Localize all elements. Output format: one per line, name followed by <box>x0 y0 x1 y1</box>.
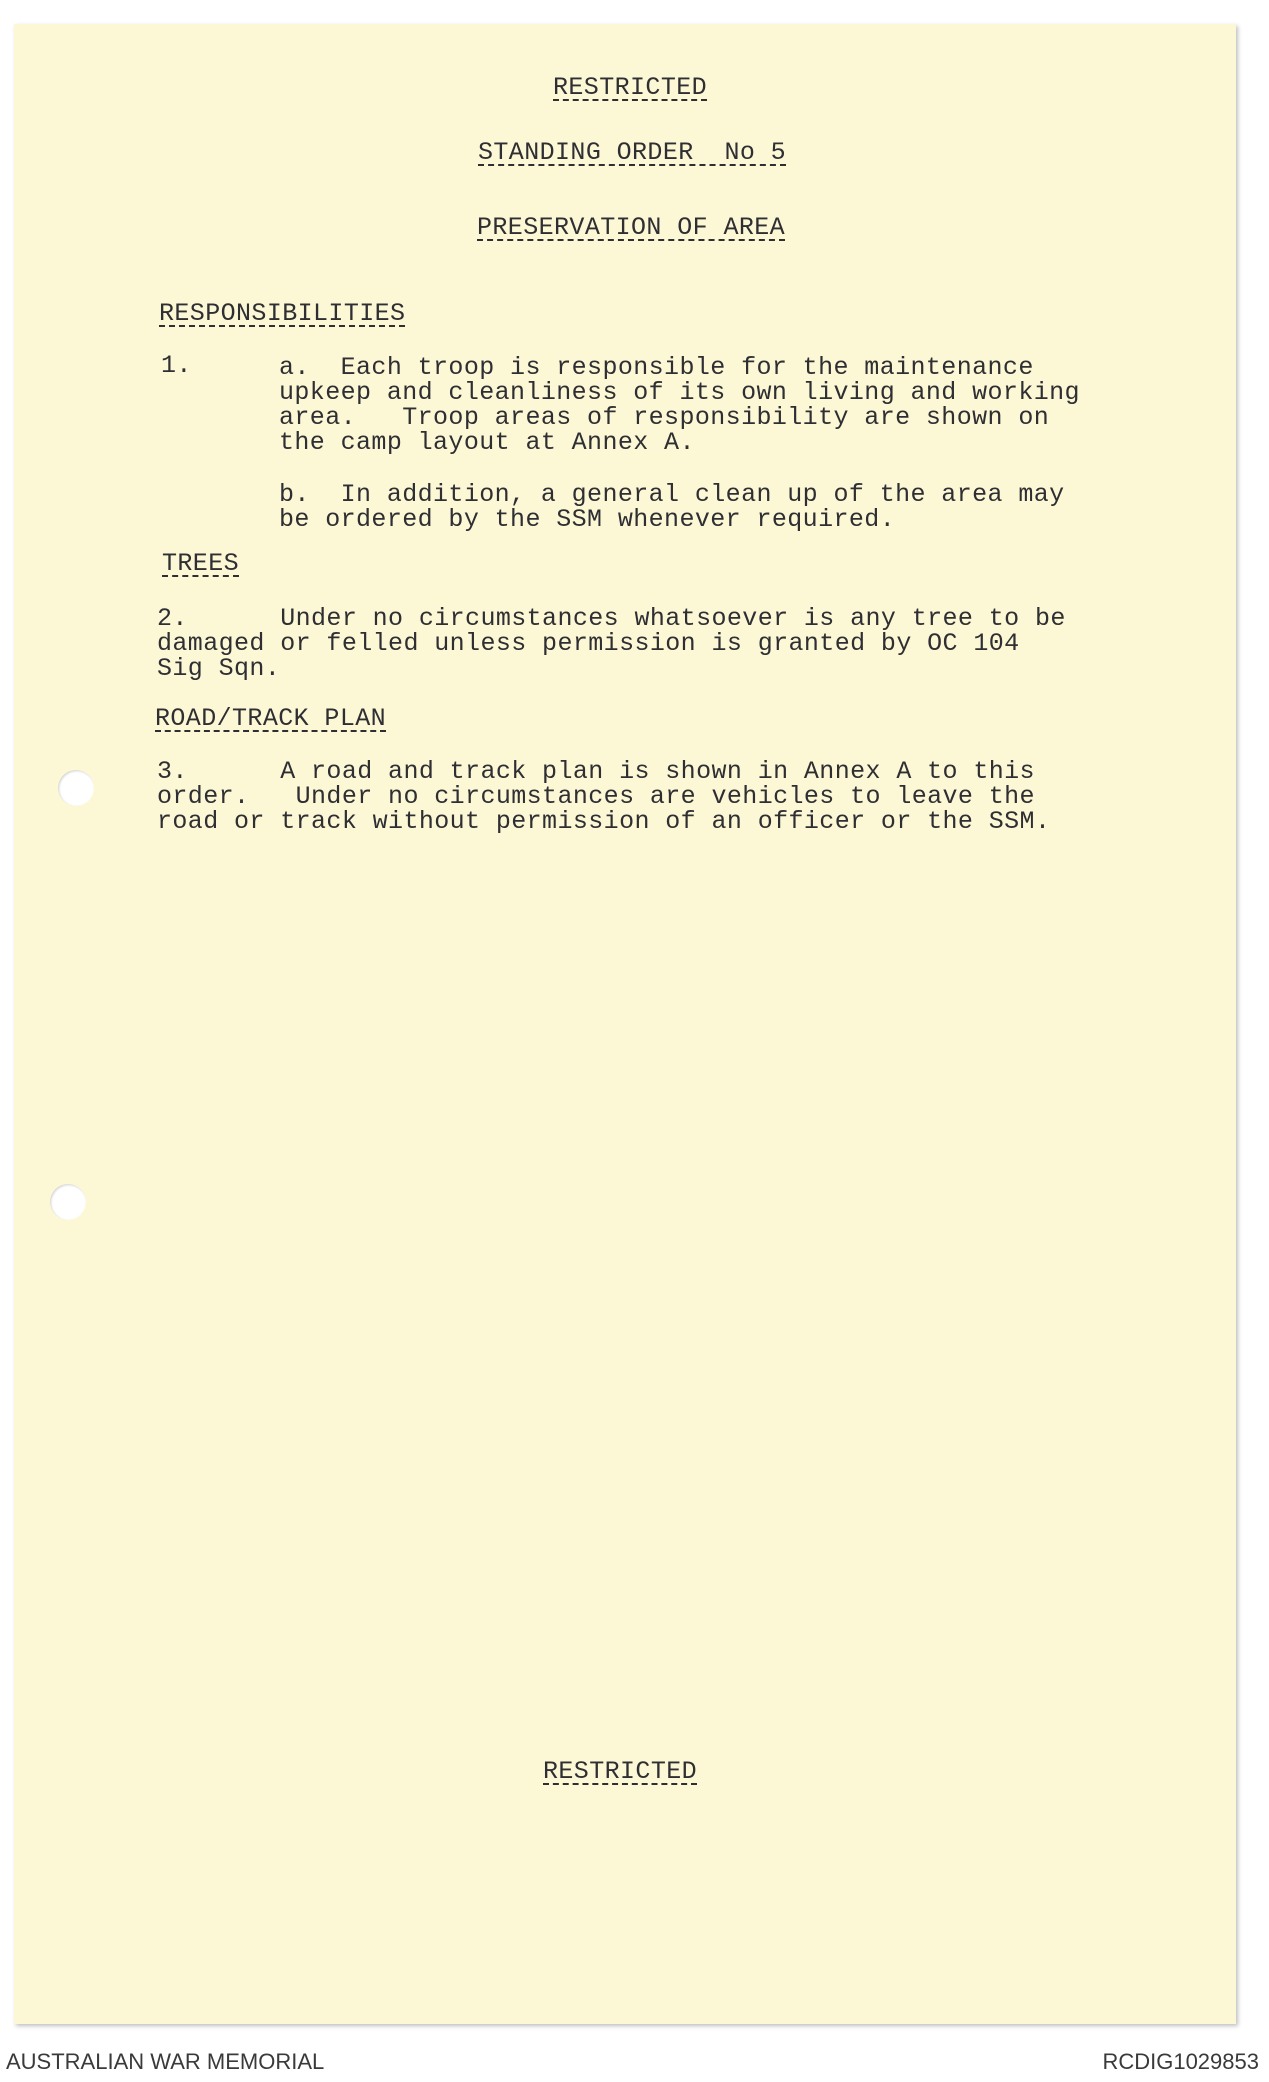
footer-record-id: RCDIG1029853 <box>1102 2049 1259 2074</box>
section-heading-responsibilities: RESPONSIBILITIES <box>159 299 406 328</box>
para-1a-line-2: upkeep and cleanliness of its own living and working <box>279 378 1080 407</box>
order-title: STANDING ORDER No 5 <box>478 138 787 167</box>
para-2-line-3: Sig Sqn. <box>157 654 281 683</box>
subject-title: PRESERVATION OF AREA <box>477 213 786 242</box>
classification-bottom: RESTRICTED <box>543 1757 698 1786</box>
paragraph-number-1: 1. <box>161 351 192 380</box>
para-2-line-1: 2. Under no circumstances whatsoever is any tree to be <box>157 604 1066 633</box>
para-1b-line-2: be ordered by the SSM whenever required. <box>279 505 896 534</box>
section-heading-trees: TREES <box>162 549 240 578</box>
punch-hole-bottom <box>50 1184 86 1220</box>
para-1b-line-1: b. In addition, a general clean up of the area may <box>279 480 1065 509</box>
section-heading-road-track-plan: ROAD/TRACK PLAN <box>155 704 387 733</box>
punch-hole-top <box>58 770 94 806</box>
para-3-line-1: 3. A road and track plan is shown in Annex A to this <box>157 757 1035 786</box>
para-1a-line-4: the camp layout at Annex A. <box>279 428 695 457</box>
para-2-line-2: damaged or felled unless permission is granted by OC 104 <box>157 629 1020 658</box>
para-3-line-3: road or track without permission of an officer or the SSM. <box>157 807 1051 836</box>
para-1a-line-1: a. Each troop is responsible for the maintenance <box>279 353 1034 382</box>
para-1a-line-3: area. Troop areas of responsibility are shown on <box>279 403 1050 432</box>
classification-top: RESTRICTED <box>553 73 708 102</box>
para-3-line-2: order. Under no circumstances are vehicles to leave the <box>157 782 1035 811</box>
footer-institution: AUSTRALIAN WAR MEMORIAL <box>6 2049 325 2074</box>
